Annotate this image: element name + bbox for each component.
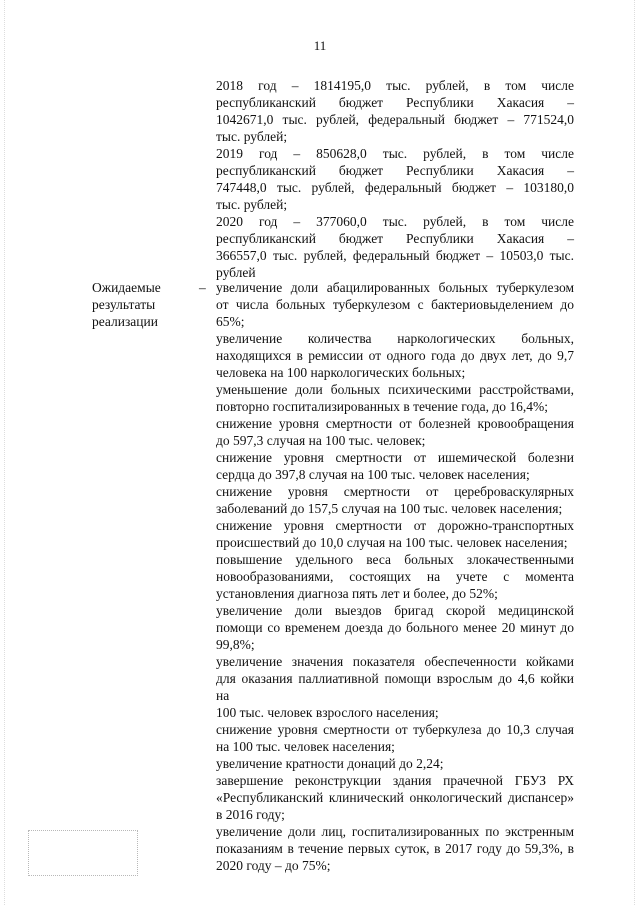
- result-line: 65%;: [216, 314, 245, 329]
- result-line: повышение удельного веса больных злокачественными: [216, 552, 574, 567]
- results-label-line: Ожидаемые: [92, 280, 161, 295]
- scan-edge-right: [634, 0, 636, 905]
- result-line: снижение уровня смертности от туберкулеза до 10,3 случая: [216, 722, 574, 737]
- result-line: повторно госпитализированных в течение года, до 16,4%;: [216, 399, 549, 414]
- result-line: «Республиканский клинический онкологический диспансер»: [216, 790, 574, 805]
- result-line: до 597,3 случая на 100 тыс. человек;: [216, 433, 426, 448]
- results-block: [216, 279, 574, 874]
- result-line: увеличение доли лиц, госпитализированных по экстренным: [216, 824, 574, 839]
- funding-line: 2020 год – 377060,0 тыс. рублей, в том числе: [216, 214, 574, 229]
- funding-line: республиканский бюджет Республики Хакасия –: [216, 231, 574, 246]
- result-line: от числа больных туберкулезом с бактериовыделением до: [216, 297, 574, 312]
- funding-line: тыс. рублей;: [216, 197, 288, 212]
- result-line: увеличение доли выездов бригад скорой медицинской: [216, 603, 574, 618]
- result-line: новообразованиями, состоящих на учете с момента: [216, 569, 574, 584]
- funding-line: 366557,0 тыс. рублей, федеральный бюджет – 10503,0 тыс.: [216, 248, 574, 263]
- result-line: увеличение значения показателя обеспеченности койками: [216, 654, 574, 669]
- result-line: увеличение доли абацилированных больных туберкулезом: [216, 280, 574, 295]
- funding-line: республиканский бюджет Республики Хакасия –: [216, 95, 574, 110]
- result-line: снижение уровня смертности от ишемической болезни: [216, 450, 574, 465]
- result-line: происшествий до 10,0 случая на 100 тыс. человек населения;: [216, 535, 568, 550]
- result-line: находящихся в ремиссии от одного года до двух лет, до 9,7: [216, 348, 574, 363]
- result-line: снижение уровня смертности от цереброваскулярных: [216, 484, 574, 499]
- funding-line: тыс. рублей;: [216, 129, 288, 144]
- result-line: увеличение количества наркологических больных,: [216, 331, 574, 346]
- label-dash: –: [199, 280, 206, 295]
- result-line: завершение реконструкции здания прачечной ГБУЗ РХ: [216, 773, 574, 788]
- result-line: снижение уровня смертности от дорожно-транспортных: [216, 518, 574, 533]
- result-line: для оказания паллиативной помощи взрослым до 4,6 койки: [216, 671, 574, 686]
- result-line: заболеваний до 157,5 случая на 100 тыс. человек населения;: [216, 501, 563, 516]
- result-line: человека на 100 наркологических больных;: [216, 365, 466, 380]
- result-line: сердца до 397,8 случая на 100 тыс. человек населения;: [216, 467, 530, 482]
- funding-line: республиканский бюджет Республики Хакасия –: [216, 163, 574, 178]
- funding-line: 2018 год – 1814195,0 тыс. рублей, в том числе: [216, 78, 574, 93]
- funding-line: 747448,0 тыс. рублей, федеральный бюджет – 103180,0: [216, 180, 574, 195]
- results-label: [92, 279, 202, 330]
- result-line: увеличение кратности донаций до 2,24;: [216, 756, 444, 771]
- scan-edge-left: [4, 0, 6, 905]
- page-number: 11: [313, 38, 327, 53]
- result-line: установления диагноза пять лет и более, до 52%;: [216, 586, 498, 601]
- funding-block: [216, 77, 574, 281]
- result-line: на 100 тыс. человек населения;: [216, 739, 395, 754]
- funding-line: рублей: [216, 265, 256, 280]
- margin-stamp-box: [28, 830, 138, 876]
- result-line: показаниям в течение первых суток, в 2017 году до 59,3%, в: [216, 841, 574, 856]
- result-line: 2020 году – до 75%;: [216, 858, 331, 873]
- result-line: на: [216, 688, 230, 703]
- funding-line: 2019 год – 850628,0 тыс. рублей, в том числе: [216, 146, 574, 161]
- results-label-line: результаты: [92, 297, 156, 312]
- result-line: помощи со временем доезда до больного менее 20 минут до: [216, 620, 574, 635]
- results-label-line: реализации: [92, 314, 158, 329]
- result-line: уменьшение доли больных психическими расстройствами,: [216, 382, 574, 397]
- result-line: 100 тыс. человек взрослого населения;: [216, 705, 439, 720]
- result-line: в 2016 году;: [216, 807, 285, 822]
- result-line: 99,8%;: [216, 637, 255, 652]
- result-line: снижение уровня смертности от болезней кровообращения: [216, 416, 574, 431]
- funding-line: 1042671,0 тыс. рублей, федеральный бюджет – 771524,0: [216, 112, 574, 127]
